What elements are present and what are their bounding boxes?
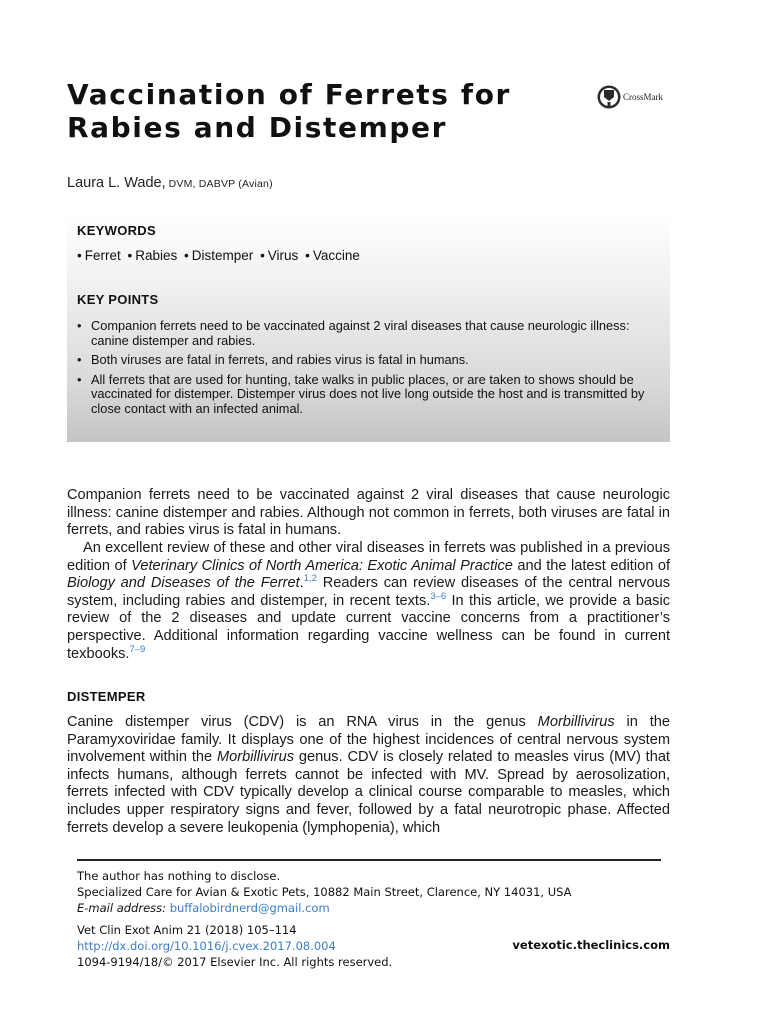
key-point-item: • Both viruses are fatal in ferrets, and rabies virus is fatal in humans.	[77, 353, 653, 368]
key-points-heading: KEY POINTS	[77, 292, 159, 307]
title-line-2: Rabies and Distemper	[67, 111, 448, 144]
footnote-divider	[77, 859, 661, 861]
email-link[interactable]: buffalobirdnerd@gmail.com	[169, 901, 330, 915]
keyword-item: Rabies	[135, 248, 178, 263]
email-line	[77, 900, 572, 916]
intro-paragraph-2: An excellent review of these and other viral diseases in ferrets was published in a previous edition of Veterinary Clinics of North America: Exotic Animal Practice and the latest edition of Biology and Diseases of the Ferret.$^{1,2}$ Readers can review diseases of the central nervous system, including rabies and distemper, in recent texts.$^{3-6}$ In this article, we provide a basic review of the 2 diseases and update current vaccine concerns from a practitioner’s perspective. Additional information regarding vaccine wellness can be found in current texbooks.$^{7-9}$	[67, 540, 670, 662]
key-point-item: • All ferrets that are used for hunting, take walks in public places, or are taken to shows should be vaccinated for distemper. Distemper virus does not live long outside the host and is transmitted by close contact with an infected animal.	[77, 373, 653, 417]
keyword-item: Virus	[267, 248, 299, 263]
crossmark-icon	[597, 85, 621, 109]
journal-citation: Vet Clin Exot Anim 21 (2018) 105–114	[77, 923, 297, 937]
keywords-heading: KEYWORDS	[77, 223, 156, 238]
email-label: E-mail address:	[77, 901, 167, 915]
book-title: Biology and Diseases of the Ferret	[67, 575, 300, 592]
key-points-list	[77, 319, 653, 421]
intro-paragraph-1: Companion ferrets need to be vaccinated against 2 viral diseases that cause neurologic illness: canine distemper and rabies. Although not common in ferrets, both viruses are fatal in ferrets, and rabies virus is fatal in humans.	[67, 487, 670, 539]
keyword-item: Ferret	[84, 248, 121, 263]
reference-link[interactable]: 3–6	[430, 590, 447, 602]
copyright-line: 1094-9194/18/© 2017 Elsevier Inc. All rights reserved.	[77, 955, 393, 969]
article-title	[67, 78, 567, 144]
keywords-keypoints-box	[67, 213, 670, 442]
key-point-item: • Companion ferrets need to be vaccinated against 2 viral diseases that cause neurologic illness: canine distemper and rabies.	[77, 319, 653, 348]
author-credentials: DVM, DABVP (Avian)	[168, 178, 273, 190]
disclosure-note: The author has nothing to disclose.	[77, 869, 281, 883]
author-name: Laura L. Wade,	[67, 175, 166, 191]
footnotes	[77, 868, 572, 916]
website-link[interactable]: vetexotic.theclinics.com	[512, 938, 670, 952]
title-line-1: Vaccination of Ferrets for	[67, 78, 511, 111]
keyword-item: Distemper	[191, 248, 254, 263]
journal-title: Veterinary Clinics of North America: Exotic Animal Practice	[131, 557, 513, 574]
doi-link[interactable]: http://dx.doi.org/10.1016/j.cvex.2017.08.004	[77, 939, 336, 953]
keywords-list: • Ferret • Rabies • Distemper • Virus • Vaccine	[77, 248, 360, 263]
keyword-item: Vaccine	[312, 248, 360, 263]
reference-link[interactable]: 1,2	[303, 573, 317, 585]
citation-block	[77, 922, 392, 970]
crossmark-label: CrossMark	[623, 92, 663, 102]
section-heading-distemper: DISTEMPER	[67, 689, 146, 704]
author-line	[67, 175, 273, 191]
affiliation-note: Specialized Care for Avian & Exotic Pets, 10882 Main Street, Clarence, NY 14031, USA	[77, 885, 572, 899]
reference-link[interactable]: 7–9	[129, 643, 146, 655]
distemper-paragraph: Canine distemper virus (CDV) is an RNA virus in the genus Morbillivirus in the Paramyxoviridae family. It displays one of the highest incidences of central nervous system involvement within the Morbillivirus genus. CDV is closely related to measles virus (MV) that infects humans, although ferrets cannot be infected with MV. Spread by aerosolization, ferrets infected with CDV typically develop a clinical course comparable to measles, which includes upper respiratory signs and fever, followed by a fatal neurotropic phase. Affected ferrets develop a severe leukopenia (lymphopenia), which	[67, 714, 670, 836]
crossmark-badge[interactable]	[597, 84, 663, 110]
